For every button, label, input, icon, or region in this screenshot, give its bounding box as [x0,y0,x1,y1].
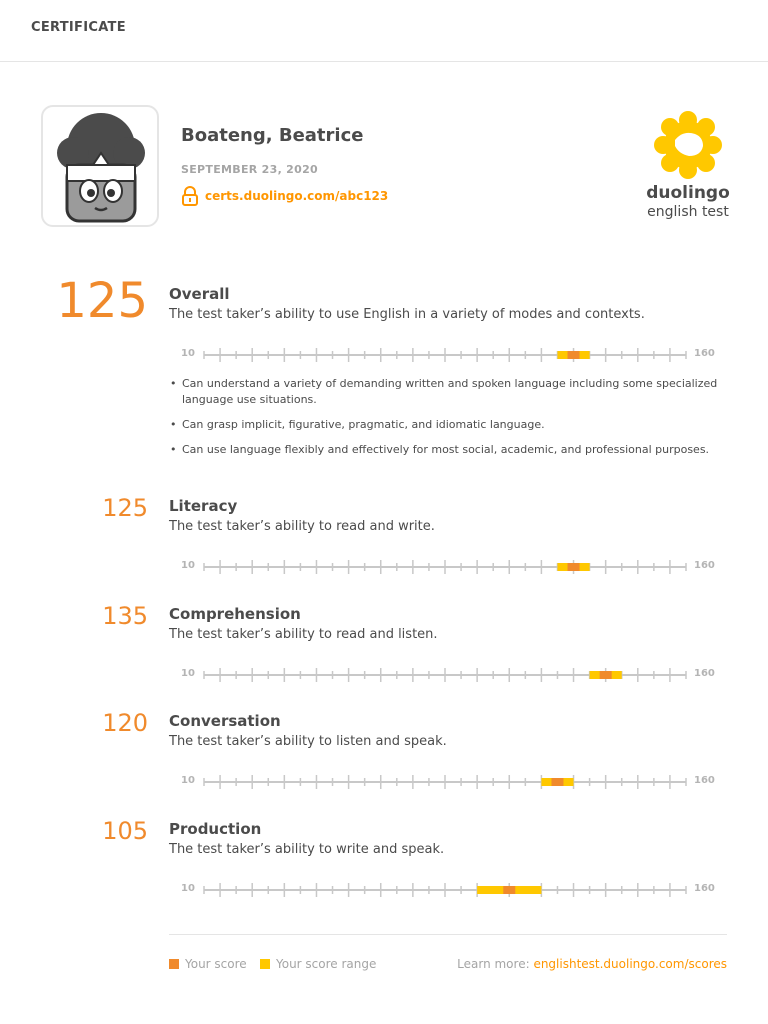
logo-wordmark: duolingo [646,183,730,203]
learn-more-prefix: Learn more: [457,957,534,971]
production-title: Production [169,820,262,838]
score-marker [568,563,580,571]
legend-your-score [169,957,247,971]
learn-more-link[interactable]: englishtest.duolingo.com/scores [533,957,727,971]
literacy-description: The test taker’s ability to read and write. [169,519,435,534]
overall-score: 125 [56,273,148,329]
footer-divider [169,934,727,935]
production-score-scale [200,880,690,900]
score-marker [568,351,580,359]
descriptor-item: • Can grasp implicit, figurative, pragmatic, and idiomatic language. [170,417,730,433]
score-marker [551,778,563,786]
comprehension-score-scale [200,665,690,685]
scale-max-label: 160 [694,883,715,894]
literacy-title: Literacy [169,497,238,515]
duolingo-logo [640,110,736,225]
score-swatch-icon [169,959,179,969]
lock-icon [181,186,199,206]
descriptor-item: • Can use language flexibly and effectively for most social, academic, and professional purposes. [170,442,730,458]
overall-description: The test taker’s ability to use English in a variety of modes and contexts. [169,307,645,322]
scale-max-label: 160 [694,348,715,359]
legend-range-label: Your score range [276,957,377,971]
scale-max-label: 160 [694,775,715,786]
test-taker-name: Boateng, Beatrice [181,125,364,146]
avatar [41,105,159,227]
literacy-score: 125 [102,494,148,522]
certificate-url[interactable]: certs.duolingo.com/abc123 [205,189,389,203]
top-bar [0,0,768,62]
legend-score-label: Your score [185,957,247,971]
conversation-score-scale [200,772,690,792]
range-swatch-icon [260,959,270,969]
comprehension-title: Comprehension [169,605,301,623]
score-marker [600,671,612,679]
overall-descriptors [170,376,730,467]
scale-min-label: 10 [181,560,195,571]
comprehension-description: The test taker’s ability to read and listen. [169,627,438,642]
score-marker [503,886,515,894]
conversation-title: Conversation [169,712,281,730]
scale-min-label: 10 [181,348,195,359]
test-date: SEPTEMBER 23, 2020 [181,163,318,176]
page-title: CERTIFICATE [31,20,126,35]
production-score: 105 [102,817,148,845]
overall-title: Overall [169,285,230,303]
conversation-description: The test taker’s ability to listen and speak. [169,734,447,749]
production-description: The test taker’s ability to write and speak. [169,842,445,857]
avatar-illustration-icon [51,113,151,223]
learn-more [457,957,727,971]
duolingo-flower-logo-icon [653,110,723,180]
literacy-score-scale [200,557,690,577]
comprehension-score: 135 [102,602,148,630]
logo-subtitle: english test [647,204,729,220]
scale-min-label: 10 [181,883,195,894]
descriptor-item: • Can understand a variety of demanding written and spoken language including some specialized language use situations. [170,376,730,408]
overall-score-scale [200,345,690,365]
legend-your-range [260,957,376,971]
scale-min-label: 10 [181,668,195,679]
scale-max-label: 160 [694,560,715,571]
conversation-score: 120 [102,709,148,737]
scale-max-label: 160 [694,668,715,679]
scale-min-label: 10 [181,775,195,786]
certificate-link[interactable] [181,186,388,206]
